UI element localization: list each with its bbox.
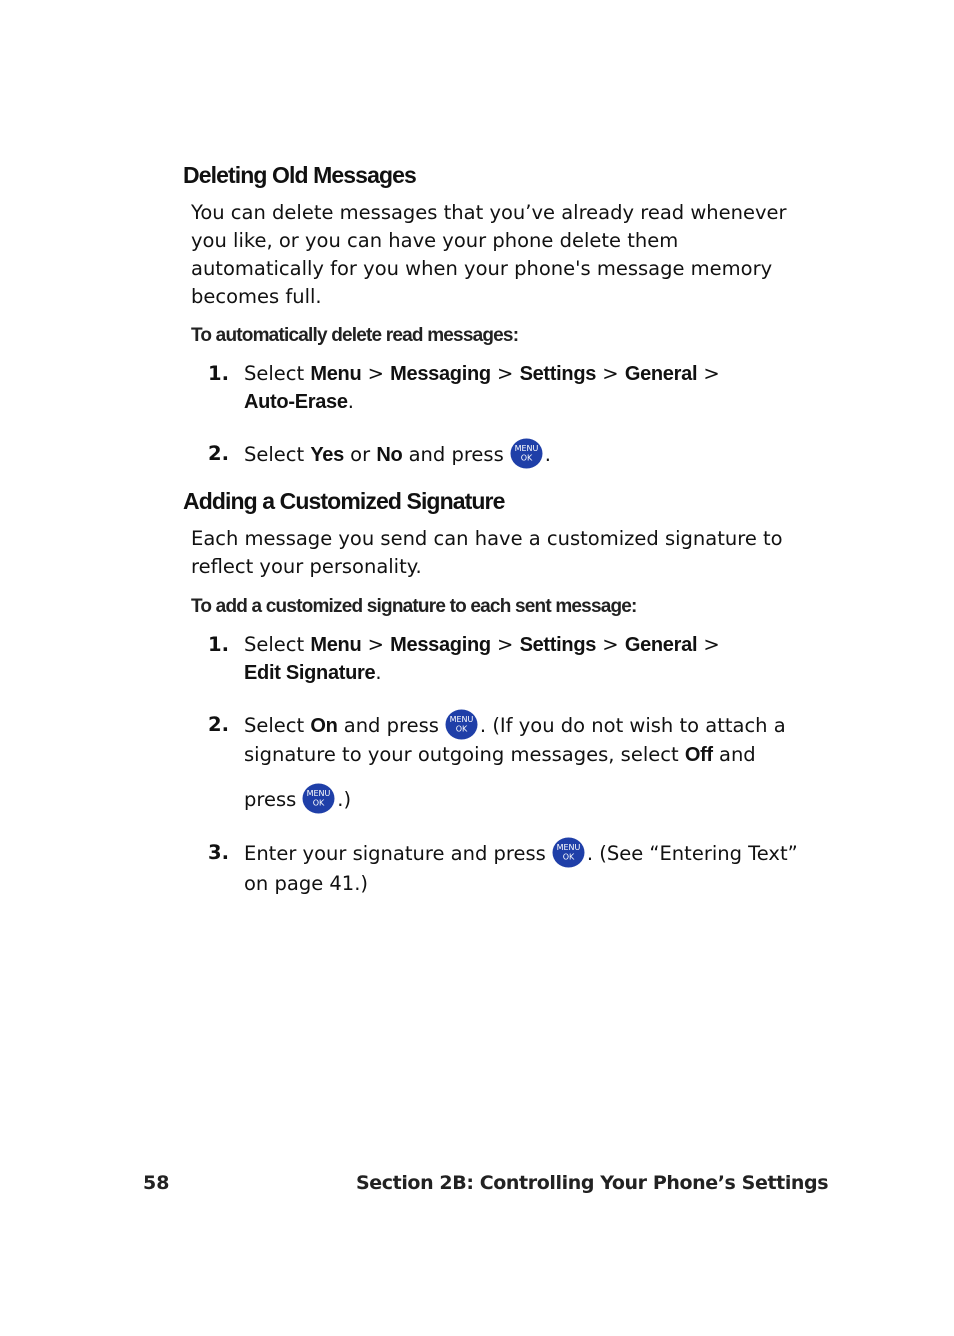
running-footer-section-title: Section 2B: Controlling Your Phone’s Settings xyxy=(356,1172,829,1194)
menu-option-edit-signature: Edit Signature xyxy=(244,662,376,684)
step-number: 2. xyxy=(208,713,229,736)
menu-option-menu: Menu xyxy=(310,634,362,656)
page-number: 58 xyxy=(143,1172,170,1194)
step-text: Select Menu > Messaging > Settings > General > Edit Signature. xyxy=(244,633,720,684)
menu-ok-bottom-label: OK xyxy=(520,453,533,463)
menu-option-messaging: Messaging xyxy=(390,634,491,656)
step-text: Select Yes or No and press MENU OK . xyxy=(244,440,551,471)
section-body-deleting: You can delete messages that you’ve already read whenever you like, or you can have your phone delete them automatically for you when your phone's message memory becomes full. xyxy=(191,201,787,308)
menu-ok-bottom-label: OK xyxy=(562,852,575,862)
menu-ok-key-icon xyxy=(302,783,335,814)
step-text-line-2: signature to your outgoing messages, select Off and xyxy=(244,743,756,766)
menu-option-settings: Settings xyxy=(519,634,597,656)
step-text-line-2: on page 41.) xyxy=(244,872,369,895)
menu-ok-bottom-label: OK xyxy=(313,798,325,808)
step-text-line-3: press MENU OK .) xyxy=(244,785,351,816)
step-text: Select Menu > Messaging > Settings > General > Auto-Erase. xyxy=(244,362,720,413)
step-number: 1. xyxy=(208,633,229,656)
menu-ok-bottom-label: OK xyxy=(455,724,468,734)
menu-option-general: General xyxy=(624,363,698,385)
section-heading-adding-signature: Adding a Customized Signature xyxy=(183,488,505,514)
menu-option-messaging: Messaging xyxy=(390,363,491,385)
procedure-heading-auto-delete: To automatically delete read messages: xyxy=(191,325,519,346)
menu-option-menu: Menu xyxy=(310,363,362,385)
menu-ok-key-icon xyxy=(445,709,478,740)
menu-ok-key-icon xyxy=(510,438,543,469)
option-on: On xyxy=(310,715,338,737)
step-number: 1. xyxy=(208,362,229,385)
step-number: 2. xyxy=(208,442,229,465)
menu-ok-top-label: MENU xyxy=(306,789,331,798)
menu-ok-key-icon xyxy=(552,837,585,868)
menu-option-general: General xyxy=(624,634,698,656)
procedure-heading-add-signature: To add a customized signature to each sent message: xyxy=(191,596,637,617)
option-off: Off xyxy=(684,744,713,766)
menu-ok-top-label: MENU xyxy=(449,715,474,724)
menu-option-auto-erase: Auto-Erase xyxy=(244,391,348,413)
section-heading-deleting-old-messages: Deleting Old Messages xyxy=(183,162,416,188)
option-no: No xyxy=(376,444,403,466)
step-text-line-1: Enter your signature and press MENU OK . (See “Entering Text” xyxy=(244,839,798,870)
step-text-line-1: Select On and press MENU OK . (If you do not wish to attach a xyxy=(244,711,786,742)
step-number: 3. xyxy=(208,841,229,864)
option-yes: Yes xyxy=(310,444,344,466)
menu-ok-top-label: MENU xyxy=(514,444,539,453)
section-body-signature: Each message you send can have a customized signature to reflect your personality. xyxy=(191,527,783,578)
menu-ok-top-label: MENU xyxy=(556,843,581,852)
menu-option-settings: Settings xyxy=(519,363,597,385)
